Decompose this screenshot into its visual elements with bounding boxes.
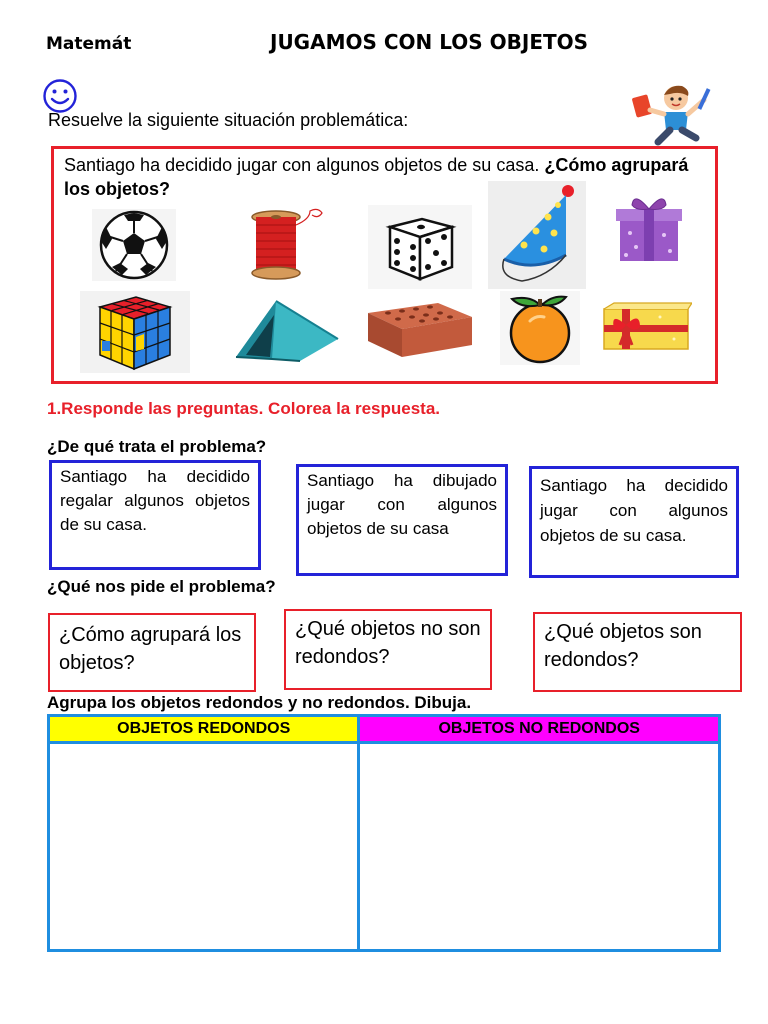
problem-question: ¿Cómo agrupará los objetos?	[64, 155, 689, 199]
question-1-label: ¿De qué trata el problema?	[47, 437, 267, 456]
q1-option-2[interactable]: Santiago ha dibujado jugar con algunos objetos de su casa	[296, 464, 508, 576]
question-2-label: ¿Qué nos pide el problema?	[47, 577, 276, 596]
orange-icon	[500, 291, 580, 365]
q2-option-1[interactable]: ¿Cómo agrupará los objetos?	[48, 613, 256, 692]
gift-box-purple-icon	[610, 193, 688, 267]
smiley-icon	[42, 78, 78, 114]
problem-box	[51, 146, 718, 384]
q1-option-3[interactable]: Santiago ha decidido jugar con algunos objetos de su casa.	[529, 466, 739, 578]
soccer-ball-icon	[92, 209, 176, 281]
running-kid-icon	[630, 82, 720, 146]
non-round-objects-header: OBJETOS NO REDONDOS	[359, 716, 720, 743]
party-hat-icon	[488, 181, 586, 289]
section-heading: 1.Responde las preguntas. Colorea la respuesta.	[47, 399, 441, 418]
q2-option-2[interactable]: ¿Qué objetos no son redondos?	[284, 609, 492, 690]
problem-text: Santiago ha decidido jugar con algunos objetos de su casa.	[64, 155, 540, 175]
instruction-text: Resuelve la siguiente situación problemática:	[48, 110, 409, 130]
brick-icon	[364, 299, 476, 361]
round-objects-drawing-area[interactable]	[49, 743, 359, 951]
q2-option-3[interactable]: ¿Qué objetos son redondos?	[533, 612, 742, 692]
non-round-objects-drawing-area[interactable]	[359, 743, 720, 951]
question-3-label: Agrupa los objetos redondos y no redondos. Dibuja.	[47, 693, 472, 712]
worksheet-title: JUGAMOS CON LOS OBJETOS	[270, 30, 589, 54]
round-objects-header: OBJETOS REDONDOS	[49, 716, 359, 743]
gift-box-yellow-icon	[600, 299, 692, 355]
dice-icon	[368, 205, 472, 289]
rubiks-cube-icon	[80, 291, 190, 373]
grouping-table	[47, 714, 721, 952]
tent-icon	[226, 295, 346, 365]
q1-option-1[interactable]: Santiago ha decidido regalar algunos objetos de su casa.	[49, 460, 261, 570]
thread-spool-icon	[244, 205, 328, 285]
problem-statement	[64, 153, 704, 201]
subject-label: Matemát	[46, 34, 132, 54]
